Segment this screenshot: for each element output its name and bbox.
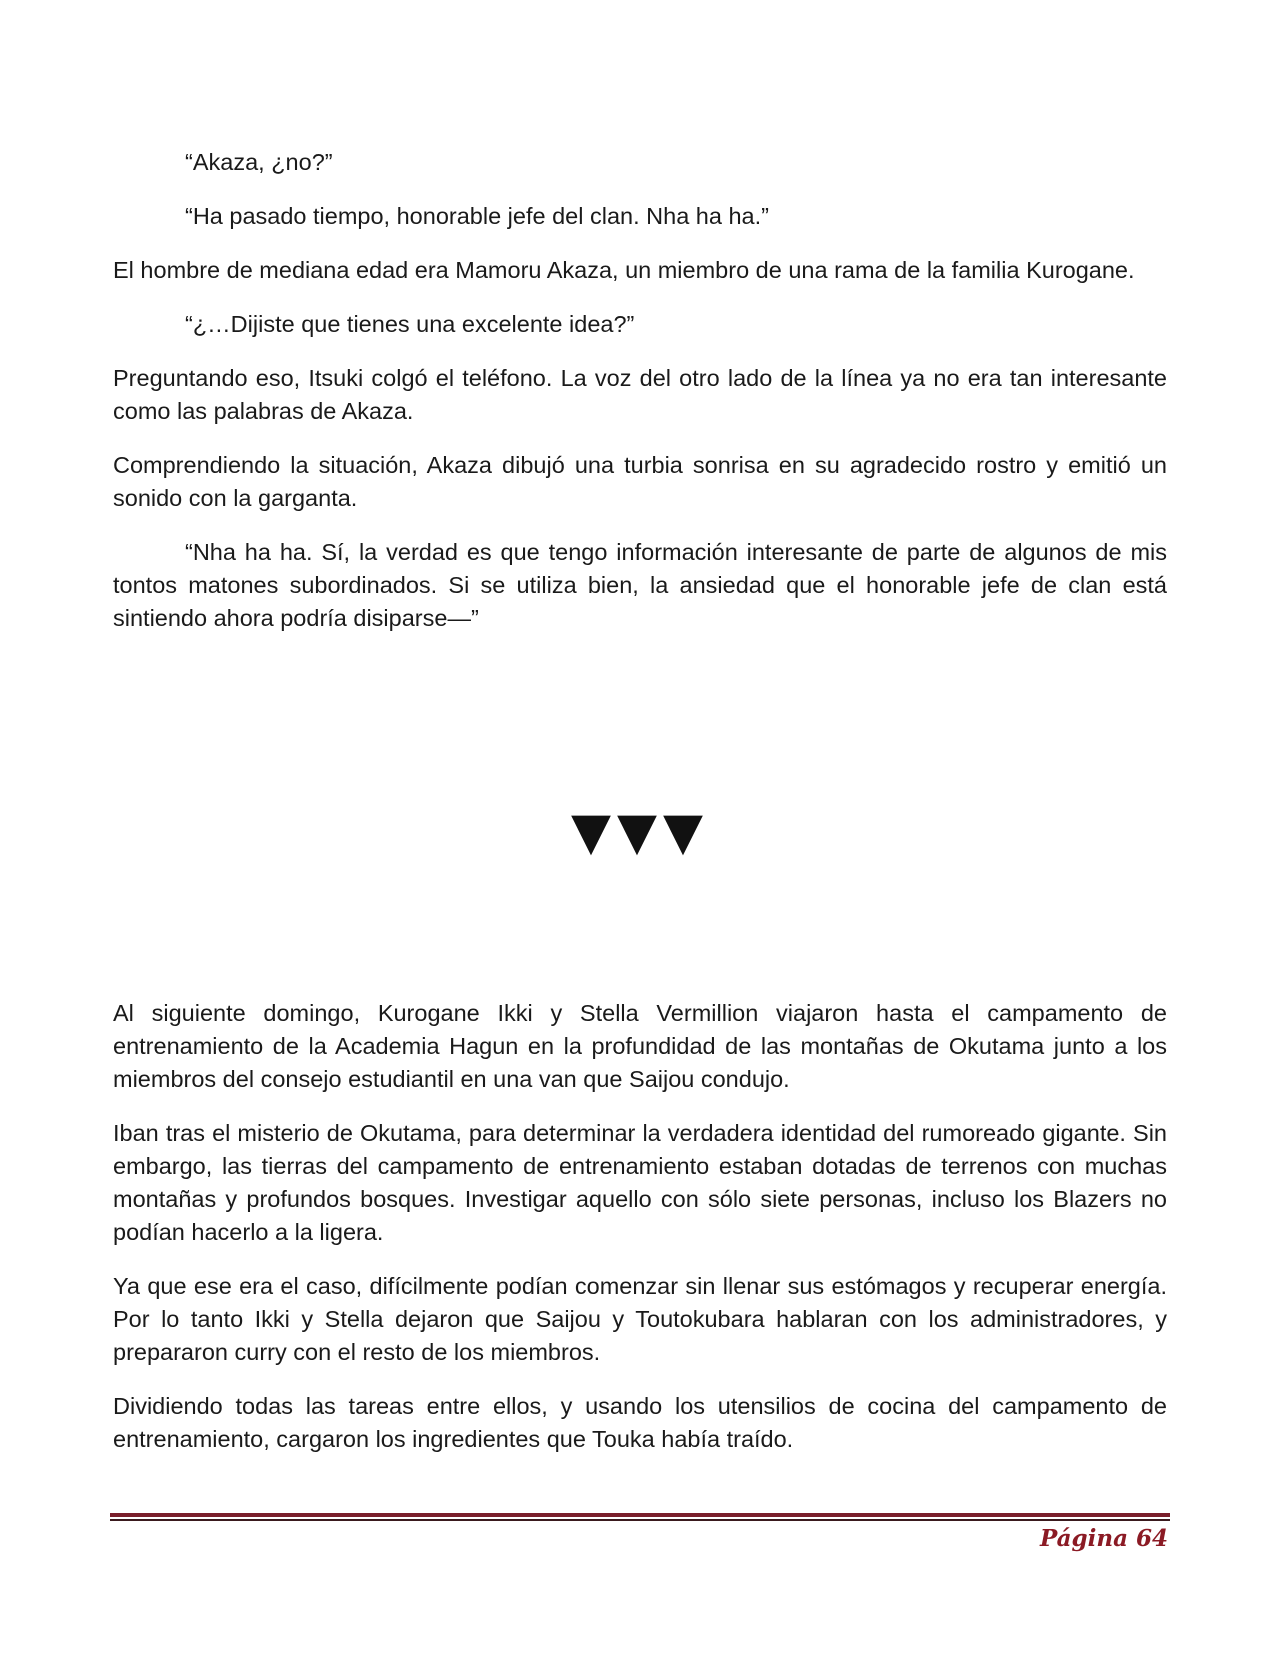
- scene-break-separator: ▼▼▼: [571, 802, 709, 862]
- text-section-bottom: [113, 997, 1167, 1477]
- paragraph: Comprendiendo la situación, Akaza dibujó una turbia sonrisa en su agradecido rostro y emitió un sonido con la garganta.: [113, 452, 1167, 511]
- paragraph: Preguntando eso, Itsuki colgó el teléfono. La voz del otro lado de la línea ya no era tan interesante como las palabras de Akaza.: [113, 365, 1167, 424]
- footer-rule-thin: [110, 1519, 1170, 1521]
- paragraph: Dividiendo todas las tareas entre ellos, y usando los utensilios de cocina del campamento de entrenamiento, cargaron los ingredientes que Touka había traído.: [113, 1393, 1167, 1452]
- paragraph: Iban tras el misterio de Okutama, para determinar la verdadera identidad del rumoreado gigante. Sin embargo, las tierras del campamento de entrenamiento estaban dotadas de terrenos con muchas montañas y profundos bosques. Investigar aquello con sólo siete personas, incluso los Blazers no podían hacerlo a la ligera.: [113, 1120, 1167, 1245]
- paragraph: Ya que ese era el caso, difícilmente podían comenzar sin llenar sus estómagos y recuperar energía. Por lo tanto Ikki y Stella dejaron que Saijou y Toutokubara hablaran con los administradores, y prepararon curry con el resto de los miembros.: [113, 1273, 1167, 1365]
- paragraph: “¿…Dijiste que tienes una excelente idea?”: [185, 311, 635, 337]
- paragraph: “Ha pasado tiempo, honorable jefe del clan. Nha ha ha.”: [185, 203, 769, 229]
- text-section-top: [113, 146, 1167, 656]
- paragraph: El hombre de mediana edad era Mamoru Akaza, un miembro de una rama de la familia Kurogane.: [113, 257, 1135, 283]
- page-number: Página 64: [1039, 1525, 1168, 1552]
- paragraph: “Akaza, ¿no?”: [185, 149, 333, 175]
- paragraph: “Nha ha ha. Sí, la verdad es que tengo información interesante de parte de algunos de mis tontos matones subordinados. Si se utiliza bien, la ansiedad que el honorable jefe de clan está sintiendo ahora podría disiparse—”: [113, 539, 1167, 631]
- footer-divider: [110, 1513, 1170, 1521]
- paragraph: Al siguiente domingo, Kurogane Ikki y Stella Vermillion viajaron hasta el campamento de entrenamiento de la Academia Hagun en la profundidad de las montañas de Okutama junto a los miembros del consejo estudiantil en una van que Saijou condujo.: [113, 1000, 1167, 1092]
